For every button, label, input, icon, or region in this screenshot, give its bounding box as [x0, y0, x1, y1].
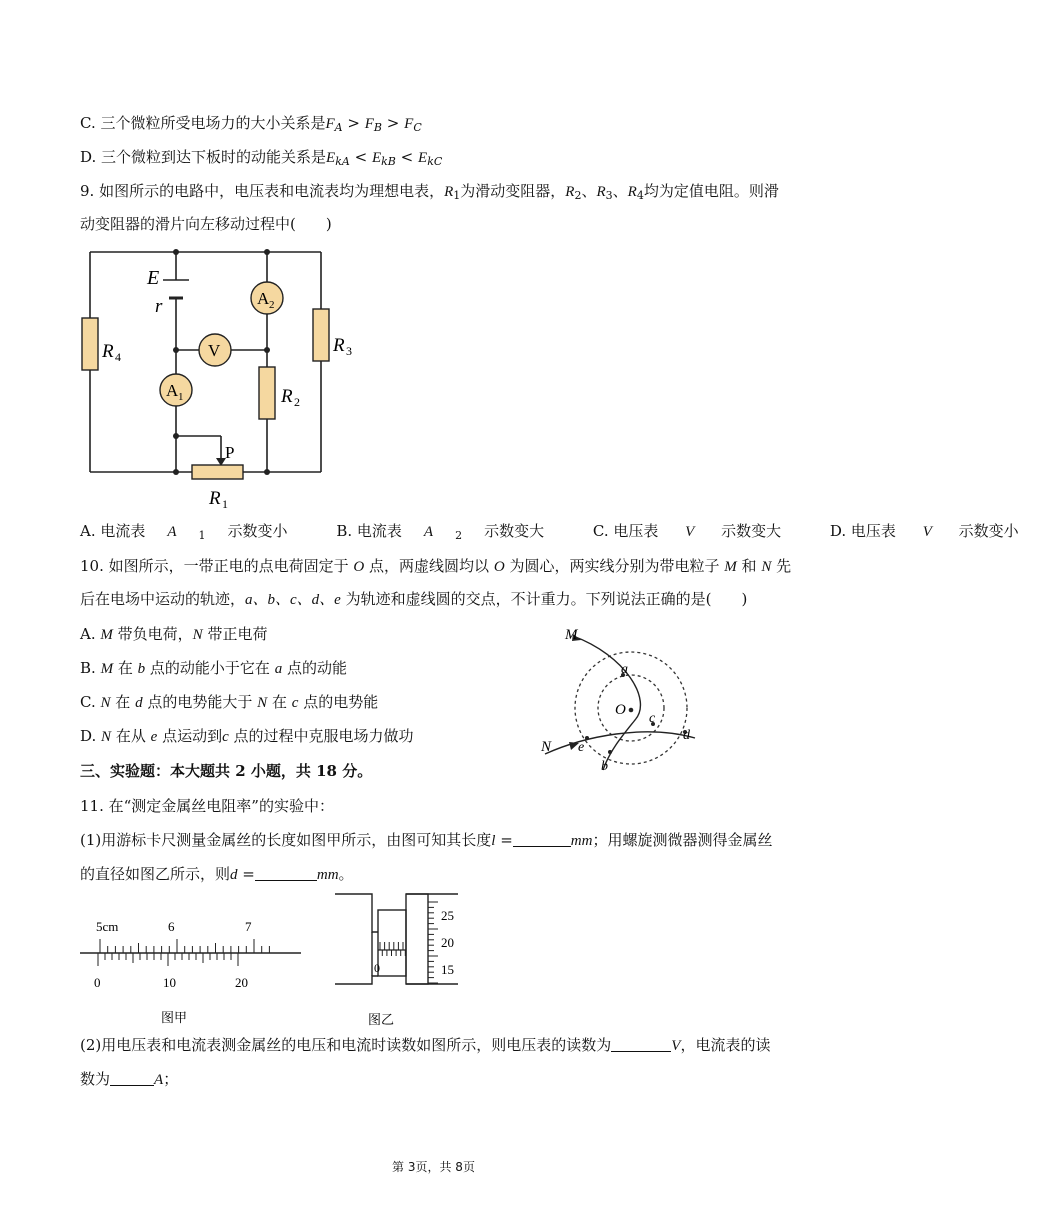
section3-heading: 三、实验题：本大题共 2 小题，共 18 分。: [80, 762, 373, 780]
svg-text:E: E: [147, 267, 160, 289]
resistor-r2: [259, 367, 275, 419]
svg-text:A: A: [257, 289, 270, 308]
svg-text:0: 0: [94, 975, 101, 990]
svg-text:2: 2: [269, 299, 275, 311]
q9-options: [80, 520, 1063, 547]
svg-text:R: R: [333, 335, 345, 356]
svg-text:R: R: [102, 341, 114, 362]
svg-text:e: e: [578, 740, 585, 755]
svg-text:20: 20: [235, 975, 248, 990]
svg-text:25: 25: [441, 908, 454, 923]
q9-option-c[interactable]: C. 电压表 V 示数变大: [592, 522, 782, 540]
resistor-r4: [82, 318, 98, 370]
svg-text:20: 20: [441, 935, 454, 950]
q11-part1-line2: 的直径如图乙所示，则d = mm。: [80, 865, 354, 883]
q9-option-d[interactable]: D. 电压表 V 示数变小: [829, 522, 1019, 540]
q10-option-c[interactable]: C. N 在 d 点的电势能大于 N 在 c 点的电势能: [80, 693, 379, 711]
length-answer-blank[interactable]: [513, 830, 571, 847]
svg-text:V: V: [208, 341, 221, 360]
q9-stem-line1: 9. 如图所示的电路中，电压表和电流表均为理想电表，$R_1$为滑动变阻器，$R_2$、$R_3$、$R_4$均为定值电阻。则滑: [80, 182, 779, 202]
q9-option-a[interactable]: A. 电流表 A $_1$ 示数变小: [80, 522, 288, 542]
q10-option-b[interactable]: B. M 在 b 点的动能小于它在 a 点的动能: [80, 659, 348, 677]
q9-circuit-diagram: [75, 240, 355, 515]
vernier-caliper-figure: [75, 912, 310, 1030]
svg-text:6: 6: [168, 919, 175, 934]
svg-text:5cm: 5cm: [96, 919, 119, 934]
q9-stem-line2: 动变阻器的滑片向左移动过程中( ): [80, 215, 332, 233]
svg-text:b: b: [601, 759, 608, 774]
q11-part1-line1: (1)用游标卡尺测量金属丝的长度如图甲所示，由图可知其长度l = mm；用螺旋测微器测得金属丝: [80, 831, 773, 849]
q11-part2-line1: (2)用电压表和电流表测金属丝的电压和电流时读数如图所示，则电压表的读数为 V，电流表的读: [80, 1036, 771, 1054]
q8-option-d: D. 三个微粒到达下板时的动能关系是$E_{kA} < E_{kB} < E_{kC}$: [80, 148, 443, 168]
q9-option-b[interactable]: B. 电流表 A $_2$ 示数变大: [336, 522, 545, 542]
q10-trajectory-diagram: [535, 620, 710, 780]
svg-text:M: M: [565, 627, 578, 643]
svg-text:7: 7: [245, 919, 252, 934]
svg-text:0: 0: [374, 961, 380, 975]
svg-text:R: R: [209, 488, 221, 509]
svg-text:a: a: [621, 662, 628, 677]
svg-text:N: N: [541, 739, 552, 755]
micrometer-figure: [330, 888, 470, 1030]
svg-text:4: 4: [115, 350, 121, 364]
svg-text:10: 10: [163, 975, 176, 990]
svg-text:A: A: [166, 381, 179, 400]
q10-stem-line1: 10. 如图所示，一带正电的点电荷固定于 O 点，两虚线圆均以 O 为圆心，两实线分别为带电粒子 M 和 N 先: [80, 557, 792, 575]
svg-text:图乙: 图乙: [368, 1012, 395, 1027]
trajectory-n: [545, 732, 695, 754]
svg-text:P: P: [225, 443, 235, 462]
resistor-r1: [192, 465, 243, 479]
svg-text:1: 1: [178, 391, 184, 403]
svg-text:2: 2: [294, 395, 300, 409]
svg-text:d: d: [683, 728, 690, 743]
q11-part2-line2: 数为 A；: [80, 1070, 179, 1088]
q10-option-a[interactable]: A. M 带负电荷，N 带正电荷: [80, 625, 268, 643]
voltage-answer-blank[interactable]: [611, 1035, 671, 1052]
svg-text:15: 15: [441, 962, 454, 977]
svg-text:R: R: [281, 386, 293, 407]
svg-text:O: O: [615, 702, 626, 718]
q11-title: 11. 在“测定金属丝电阻率”的实验中：: [80, 797, 334, 815]
q10-option-d[interactable]: D. N 在从 e 点运动到c 点的过程中克服电场力做功: [80, 727, 414, 745]
svg-text:3: 3: [346, 344, 352, 358]
page-footer: 第 3页，共 8页: [392, 1160, 475, 1174]
current-answer-blank[interactable]: [110, 1069, 154, 1086]
resistor-r3: [313, 309, 329, 361]
svg-text:r: r: [155, 296, 163, 317]
diameter-answer-blank[interactable]: [255, 864, 317, 881]
svg-text:1: 1: [222, 497, 228, 511]
q8-option-c: C. 三个微粒所受电场力的大小关系是$F_A > F_B > F_C$: [80, 114, 422, 134]
svg-text:c: c: [649, 711, 656, 726]
svg-text:图甲: 图甲: [161, 1010, 188, 1025]
q10-stem-line2: 后在电场中运动的轨迹，a、b、c、d、e 为轨迹和虚线圆的交点，不计重力。下列说法正确的是( ): [80, 590, 748, 608]
